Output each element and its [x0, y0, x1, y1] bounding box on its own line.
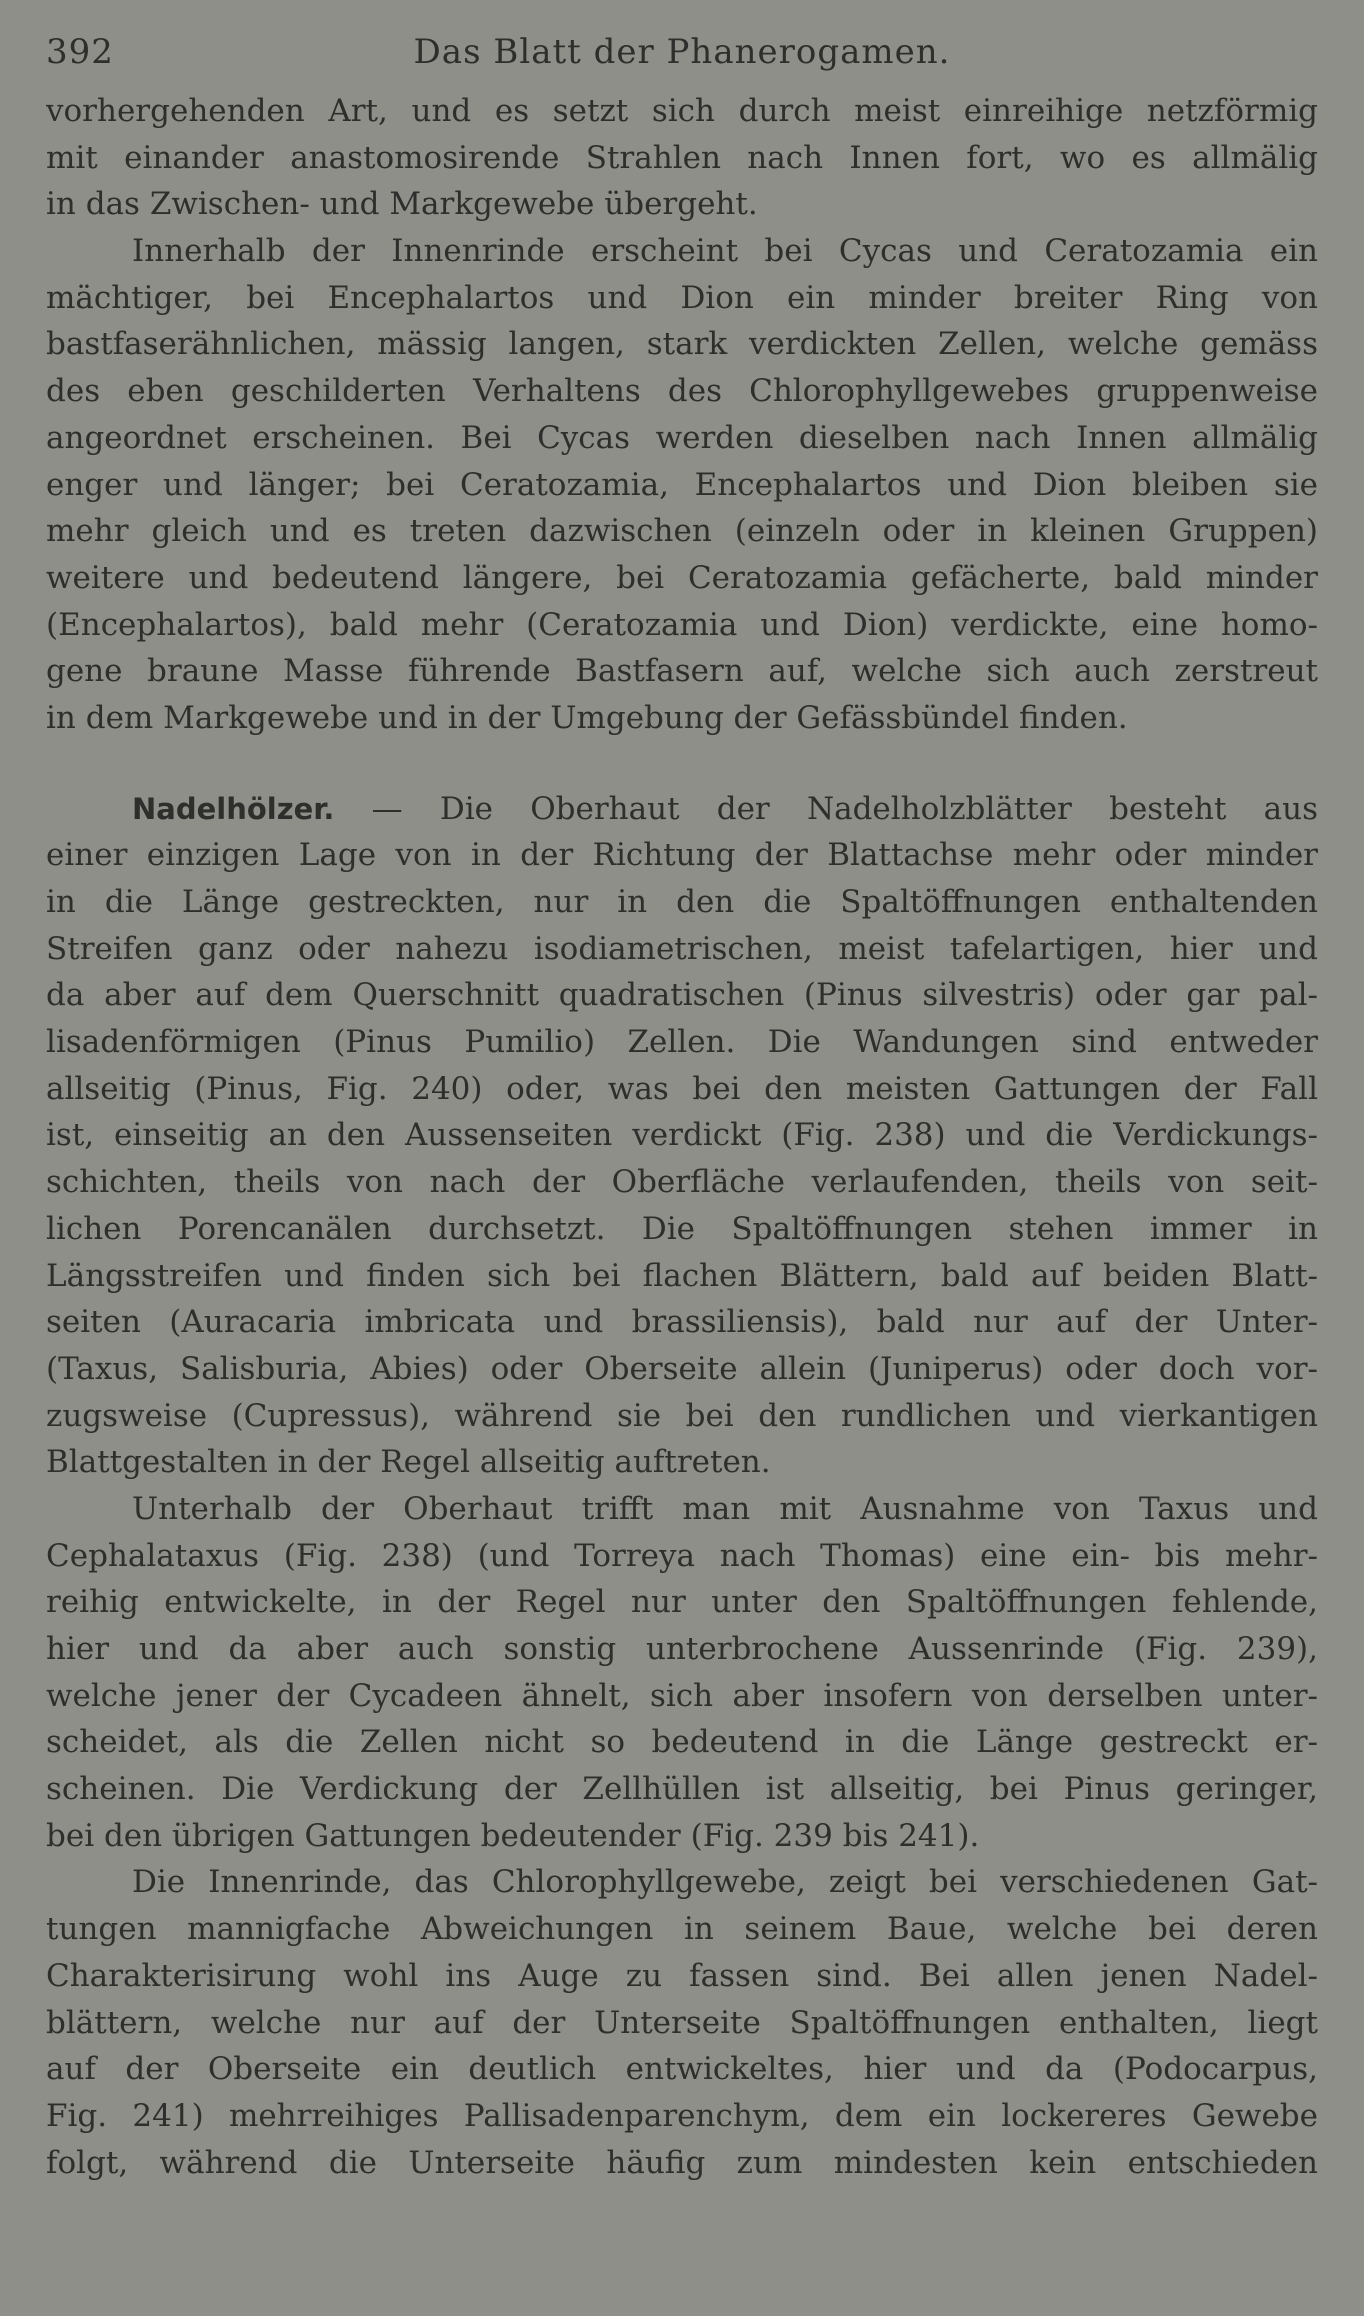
text-line: Längsstreifen und finden sich bei flachen Blättern, bald auf beiden Blatt-: [46, 1257, 1318, 1294]
paragraph: [46, 88, 1318, 228]
text-line: in dem Markgewebe und in der Umgebung der Gefässbündel finden.: [46, 699, 1128, 736]
text-line: (Encephalartos), bald mehr (Ceratozamia und Dion) verdickte, eine homo-: [46, 606, 1318, 643]
text-line: in die Länge gestreckten, nur in den die Spaltöffnungen enthaltenden: [46, 884, 1318, 920]
text-line: angeordnet erscheinen. Bei Cycas werden dieselben nach Innen allmälig: [46, 419, 1318, 456]
page-header: [46, 28, 1318, 88]
text-line: (Taxus, Salisburia, Abies) oder Oberseite allein (Juniperus) oder doch vor-: [46, 1350, 1318, 1387]
paragraph: [46, 228, 1318, 742]
text-line: des eben geschilderten Verhaltens des Chlorophyllgewebes gruppenweise: [46, 373, 1318, 410]
text-line: Cephalataxus (Fig. 238) (und Torreya nach Thomas) eine ein- bis mehr-: [46, 1537, 1318, 1574]
text-line: Charakterisirung wohl ins Auge zu fassen sind. Bei allen jenen Nadel-: [46, 1957, 1318, 1994]
body-text: [46, 88, 1318, 2186]
paragraph: [46, 1486, 1318, 1860]
section-lead-heading: Nadelhölzer.: [132, 791, 335, 826]
text-line: ist, einseitig an den Aussenseiten verdickt (Fig. 238) und die Verdickungs-: [46, 1117, 1318, 1154]
text-line: reihig entwickelte, in der Regel nur unter den Spaltöffnungen fehlende,: [46, 1584, 1318, 1621]
text-line: Innerhalb der Innenrinde erscheint bei Cycas und Ceratozamia ein: [132, 233, 1318, 270]
paragraph: [46, 1859, 1318, 2186]
text-line: tungen mannigfache Abweichungen in seinem Baue, welche bei deren: [46, 1911, 1318, 1948]
text-line: blättern, welche nur auf der Unterseite Spaltöffnungen enthalten, liegt: [46, 2004, 1318, 2041]
text-line: vorhergehenden Art, und es setzt sich durch meist einreihige netzförmig: [46, 93, 1318, 129]
text-line: da aber auf dem Querschnitt quadratischen (Pinus silvestris) oder gar pal-: [46, 977, 1318, 1014]
text-line: auf der Oberseite ein deutlich entwickeltes, hier und da (Podocarpus,: [46, 2051, 1318, 2088]
text-line: scheidet, als die Zellen nicht so bedeutend in die Länge gestreckt er-: [46, 1724, 1318, 1761]
text-line: lichen Porencanälen durchsetzt. Die Spaltöffnungen stehen immer in: [46, 1210, 1318, 1247]
text-line: mehr gleich und es treten dazwischen (einzeln oder in kleinen Gruppen): [46, 513, 1318, 550]
text-line: mächtiger, bei Encephalartos und Dion ein minder breiter Ring von: [46, 279, 1318, 316]
running-title: Das Blatt der Phanerogamen.: [413, 32, 951, 72]
text-line: bastfaserähnlichen, mässig langen, stark verdickten Zellen, welche gemäss: [46, 326, 1318, 363]
text-line: Streifen ganz oder nahezu isodiametrischen, meist tafelartigen, hier und: [46, 930, 1318, 967]
text-line: Fig. 241) mehrreihiges Pallisadenparenchym, dem ein lockereres Gewebe: [46, 2097, 1318, 2134]
text-line: seiten (Auracaria imbricata und brassiliensis), bald nur auf der Unter-: [46, 1304, 1318, 1341]
text-line: Blattgestalten in der Regel allseitig auftreten.: [46, 1444, 771, 1481]
text-line: Unterhalb der Oberhaut trifft man mit Ausnahme von Taxus und: [132, 1490, 1318, 1527]
text-line: enger und länger; bei Ceratozamia, Encephalartos und Dion bleiben sie: [46, 466, 1318, 503]
text-line: [46, 786, 1318, 833]
text-line: bei den übrigen Gattungen bedeutender (Fig. 239 bis 241).: [46, 1817, 980, 1854]
text-line: hier und da aber auch sonstig unterbrochene Aussenrinde (Fig. 239),: [46, 1631, 1318, 1667]
text-line: scheinen. Die Verdickung der Zellhüllen ist allseitig, bei Pinus geringer,: [46, 1771, 1318, 1808]
text-line: folgt, während die Unterseite häufig zum mindesten kein entschieden: [46, 2144, 1318, 2181]
paragraph: [46, 786, 1318, 1486]
text-line: einer einzigen Lage von in der Richtung der Blattachse mehr oder minder: [46, 837, 1318, 874]
section-gap: [46, 742, 1318, 786]
text-line: schichten, theils von nach der Oberfläche verlaufenden, theils von seit-: [46, 1164, 1318, 1201]
text-line: weitere und bedeutend längere, bei Ceratozamia gefächerte, bald minder: [46, 559, 1318, 596]
text-line-rest: — Die Oberhaut der Nadelholzblätter besteht aus: [334, 790, 1318, 827]
text-line: welche jener der Cycadeen ähnelt, sich aber insofern von derselben unter-: [46, 1677, 1318, 1714]
text-line: mit einander anastomosirende Strahlen nach Innen fort, wo es allmälig: [46, 139, 1318, 176]
text-line: in das Zwischen- und Markgewebe übergeht.: [46, 186, 758, 223]
text-line: lisadenförmigen (Pinus Pumilio) Zellen. Die Wandungen sind entweder: [46, 1024, 1318, 1061]
text-line: Die Innenrinde, das Chlorophyllgewebe, zeigt bei verschiedenen Gat-: [132, 1864, 1318, 1901]
text-line: allseitig (Pinus, Fig. 240) oder, was bei den meisten Gattungen der Fall: [46, 1070, 1318, 1107]
page-number: 392: [46, 32, 114, 72]
text-line: gene braune Masse führende Bastfasern auf, welche sich auch zerstreut: [46, 653, 1318, 690]
text-line: zugsweise (Cupressus), während sie bei den rundlichen und vierkantigen: [46, 1397, 1318, 1434]
